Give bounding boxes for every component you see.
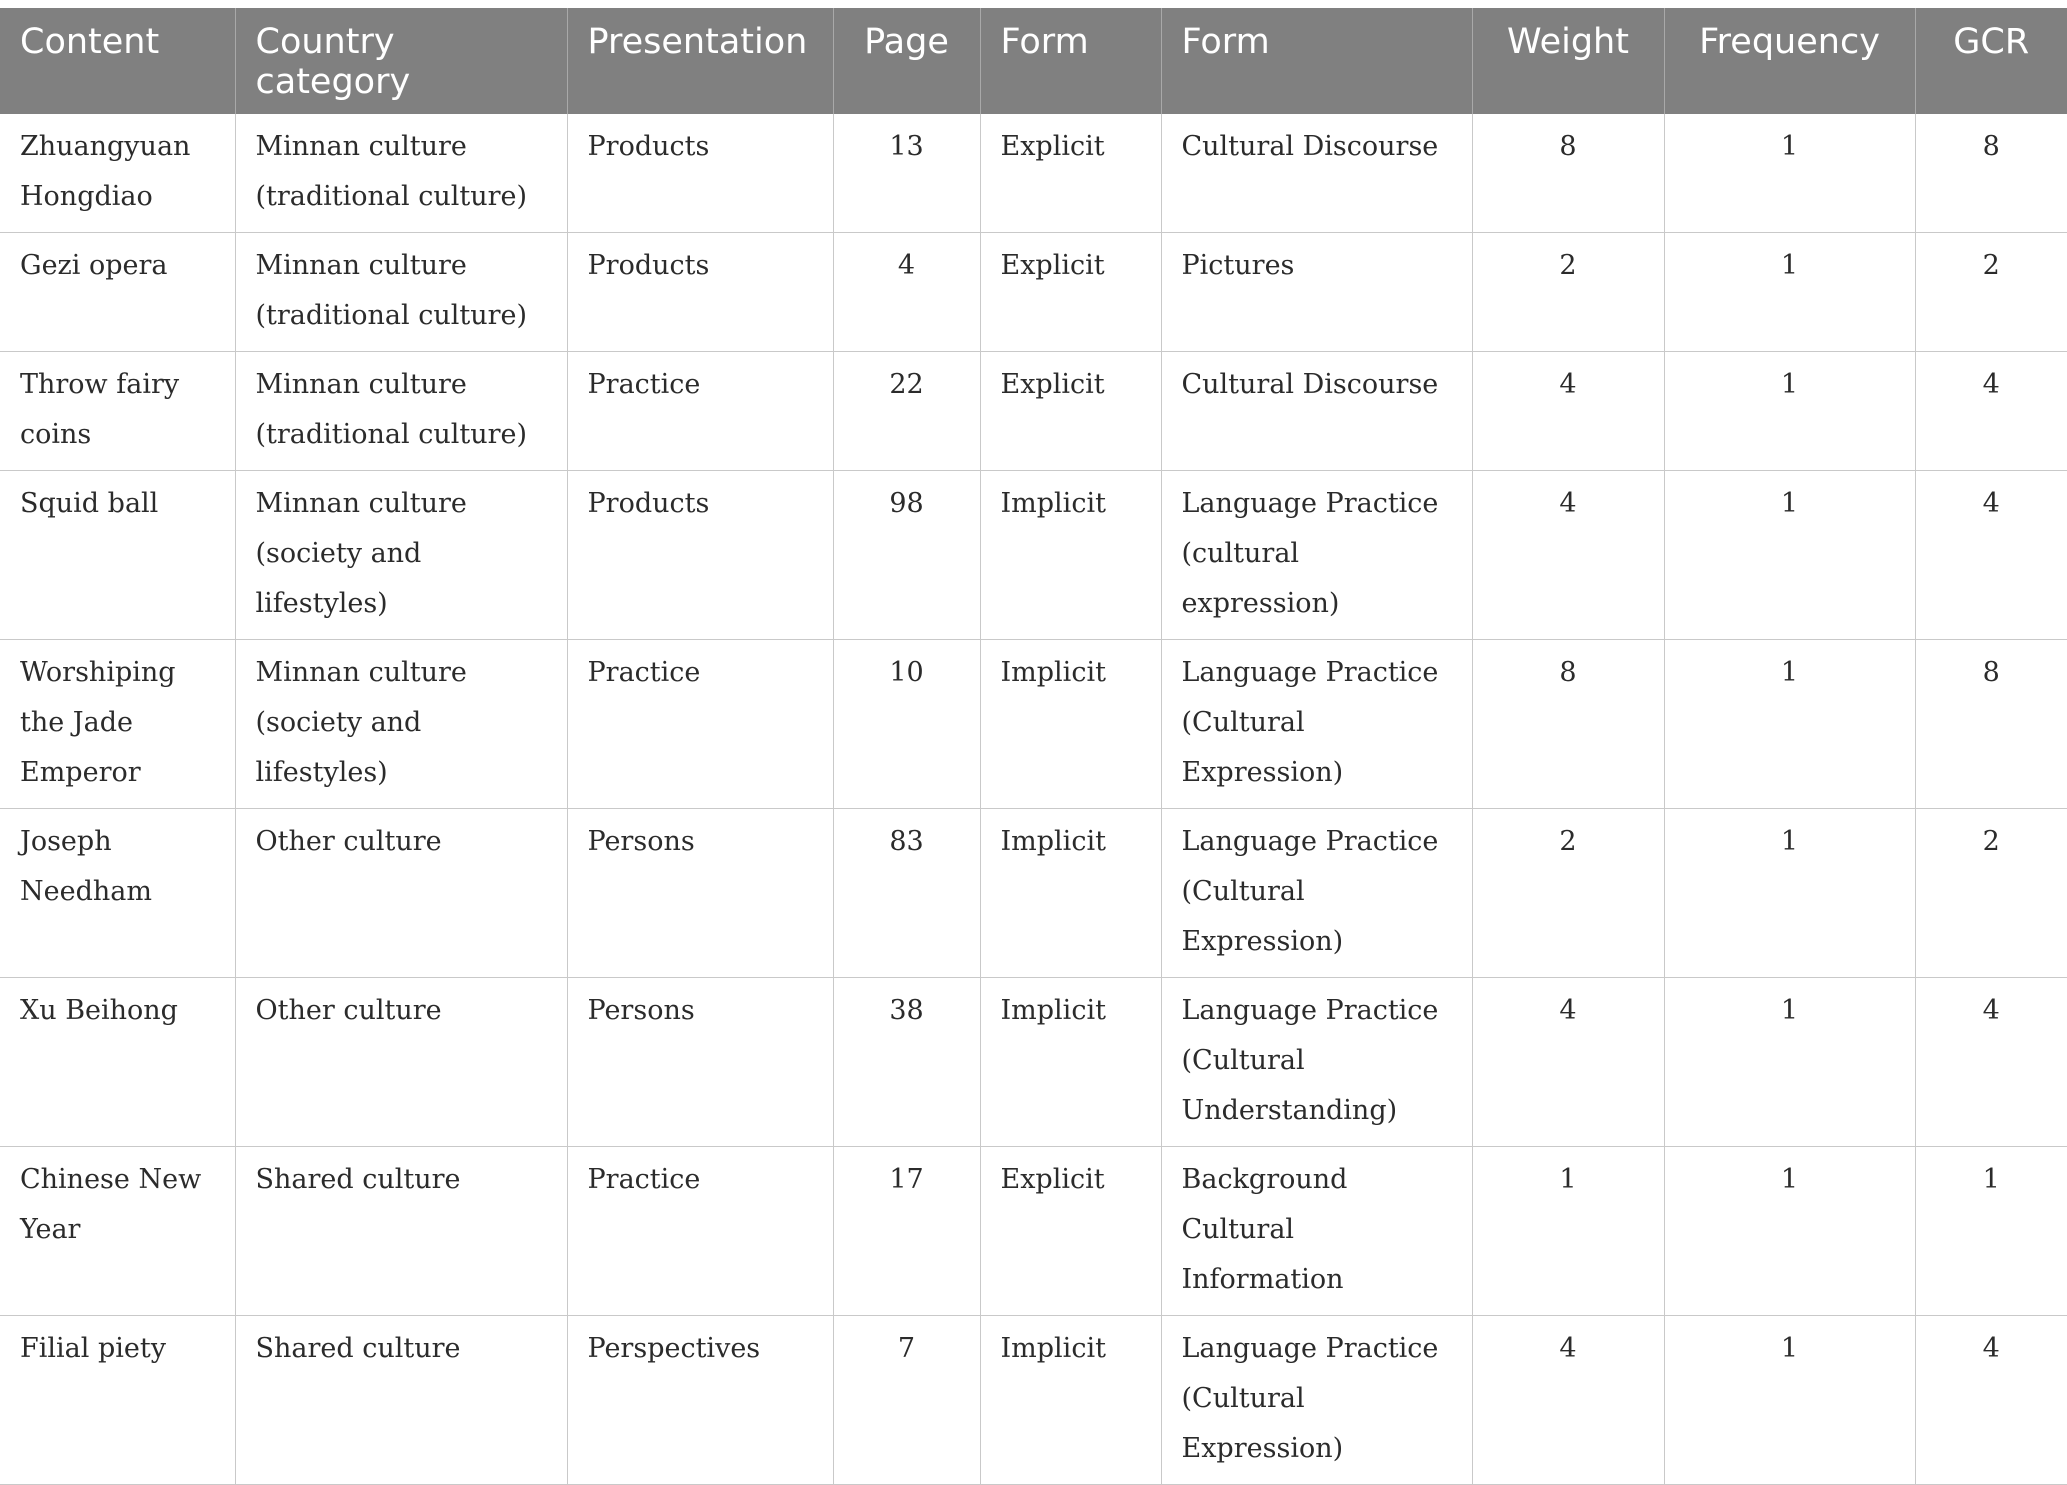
table-row: [0, 640, 2067, 809]
cell-content: Chinese New Year: [0, 1147, 235, 1316]
header-gcr: GCR: [1915, 8, 2067, 114]
cell-page: 83: [833, 809, 980, 978]
cell-form-type: Implicit: [980, 1316, 1161, 1485]
table-row: [0, 114, 2067, 233]
cell-content: Joseph Needham: [0, 809, 235, 978]
cell-frequency: 1: [1664, 471, 1915, 640]
cell-form-type: Implicit: [980, 471, 1161, 640]
cell-frequency: 1: [1664, 233, 1915, 352]
cell-country-category: Minnan culture (traditional culture): [235, 352, 567, 471]
cell-country-category: Other culture: [235, 809, 567, 978]
cell-gcr: 4: [1915, 471, 2067, 640]
cell-page: 7: [833, 1316, 980, 1485]
cell-country-category: Other culture: [235, 978, 567, 1147]
cell-form-type: Implicit: [980, 809, 1161, 978]
cell-frequency: 1: [1664, 114, 1915, 233]
header-country-category: Country category: [235, 8, 567, 114]
cell-presentation: Practice: [567, 1147, 833, 1316]
cell-weight: 2: [1472, 809, 1664, 978]
cell-form-detail: Pictures: [1161, 233, 1472, 352]
cell-content: Worshiping the Jade Emperor: [0, 640, 235, 809]
data-table-container: [0, 8, 2067, 1485]
cell-form-detail: Cultural Discourse: [1161, 352, 1472, 471]
cell-gcr: 4: [1915, 352, 2067, 471]
cell-country-category: Minnan culture (society and lifestyles): [235, 640, 567, 809]
cell-gcr: 8: [1915, 640, 2067, 809]
cell-form-type: Explicit: [980, 233, 1161, 352]
cell-presentation: Persons: [567, 978, 833, 1147]
cell-page: 10: [833, 640, 980, 809]
table-row: [0, 1147, 2067, 1316]
cell-content: Throw fairy coins: [0, 352, 235, 471]
cell-form-type: Implicit: [980, 640, 1161, 809]
table-row: [0, 233, 2067, 352]
cell-page: 4: [833, 233, 980, 352]
cell-form-detail: Language Practice (Cultural Expression): [1161, 1316, 1472, 1485]
header-form-detail: Form: [1161, 8, 1472, 114]
cell-form-detail: Language Practice (Cultural Understanding): [1161, 978, 1472, 1147]
cell-gcr: 4: [1915, 1316, 2067, 1485]
cell-gcr: 8: [1915, 114, 2067, 233]
cell-frequency: 1: [1664, 809, 1915, 978]
cell-presentation: Perspectives: [567, 1316, 833, 1485]
cell-presentation: Products: [567, 471, 833, 640]
cell-weight: 4: [1472, 471, 1664, 640]
cell-weight: 4: [1472, 352, 1664, 471]
cell-frequency: 1: [1664, 352, 1915, 471]
header-presentation: Presentation: [567, 8, 833, 114]
cell-country-category: Shared culture: [235, 1147, 567, 1316]
header-content: Content: [0, 8, 235, 114]
cell-country-category: Minnan culture (traditional culture): [235, 233, 567, 352]
cell-weight: 1: [1472, 1147, 1664, 1316]
cell-content: Filial piety: [0, 1316, 235, 1485]
header-row: [0, 8, 2067, 114]
cell-gcr: 2: [1915, 233, 2067, 352]
cell-frequency: 1: [1664, 1147, 1915, 1316]
cell-form-type: Explicit: [980, 1147, 1161, 1316]
cell-frequency: 1: [1664, 978, 1915, 1147]
cell-page: 98: [833, 471, 980, 640]
cell-page: 13: [833, 114, 980, 233]
cell-gcr: 4: [1915, 978, 2067, 1147]
cell-form-detail: Cultural Discourse: [1161, 114, 1472, 233]
cell-weight: 4: [1472, 978, 1664, 1147]
cell-form-type: Implicit: [980, 978, 1161, 1147]
cell-gcr: 2: [1915, 809, 2067, 978]
cell-gcr: 1: [1915, 1147, 2067, 1316]
cell-content: Xu Beihong: [0, 978, 235, 1147]
cell-page: 22: [833, 352, 980, 471]
culture-content-table: [0, 8, 2067, 1485]
table-row: [0, 809, 2067, 978]
cell-page: 38: [833, 978, 980, 1147]
header-frequency: Frequency: [1664, 8, 1915, 114]
cell-presentation: Persons: [567, 809, 833, 978]
cell-form-detail: Background Cultural Information: [1161, 1147, 1472, 1316]
cell-weight: 4: [1472, 1316, 1664, 1485]
table-row: [0, 978, 2067, 1147]
header-form-type: Form: [980, 8, 1161, 114]
cell-content: Gezi opera: [0, 233, 235, 352]
cell-presentation: Practice: [567, 640, 833, 809]
header-weight: Weight: [1472, 8, 1664, 114]
cell-country-category: Minnan culture (society and lifestyles): [235, 471, 567, 640]
cell-presentation: Products: [567, 114, 833, 233]
cell-form-type: Explicit: [980, 352, 1161, 471]
cell-form-detail: Language Practice (Cultural Expression): [1161, 640, 1472, 809]
table-row: [0, 471, 2067, 640]
table-row: [0, 1316, 2067, 1485]
cell-weight: 2: [1472, 233, 1664, 352]
cell-content: Zhuangyuan Hongdiao: [0, 114, 235, 233]
cell-presentation: Products: [567, 233, 833, 352]
cell-content: Squid ball: [0, 471, 235, 640]
cell-form-detail: Language Practice (cultural expression): [1161, 471, 1472, 640]
cell-frequency: 1: [1664, 1316, 1915, 1485]
cell-frequency: 1: [1664, 640, 1915, 809]
cell-presentation: Practice: [567, 352, 833, 471]
cell-country-category: Minnan culture (traditional culture): [235, 114, 567, 233]
header-page: Page: [833, 8, 980, 114]
cell-page: 17: [833, 1147, 980, 1316]
cell-country-category: Shared culture: [235, 1316, 567, 1485]
cell-weight: 8: [1472, 114, 1664, 233]
table-row: [0, 352, 2067, 471]
cell-weight: 8: [1472, 640, 1664, 809]
cell-form-detail: Language Practice (Cultural Expression): [1161, 809, 1472, 978]
cell-form-type: Explicit: [980, 114, 1161, 233]
